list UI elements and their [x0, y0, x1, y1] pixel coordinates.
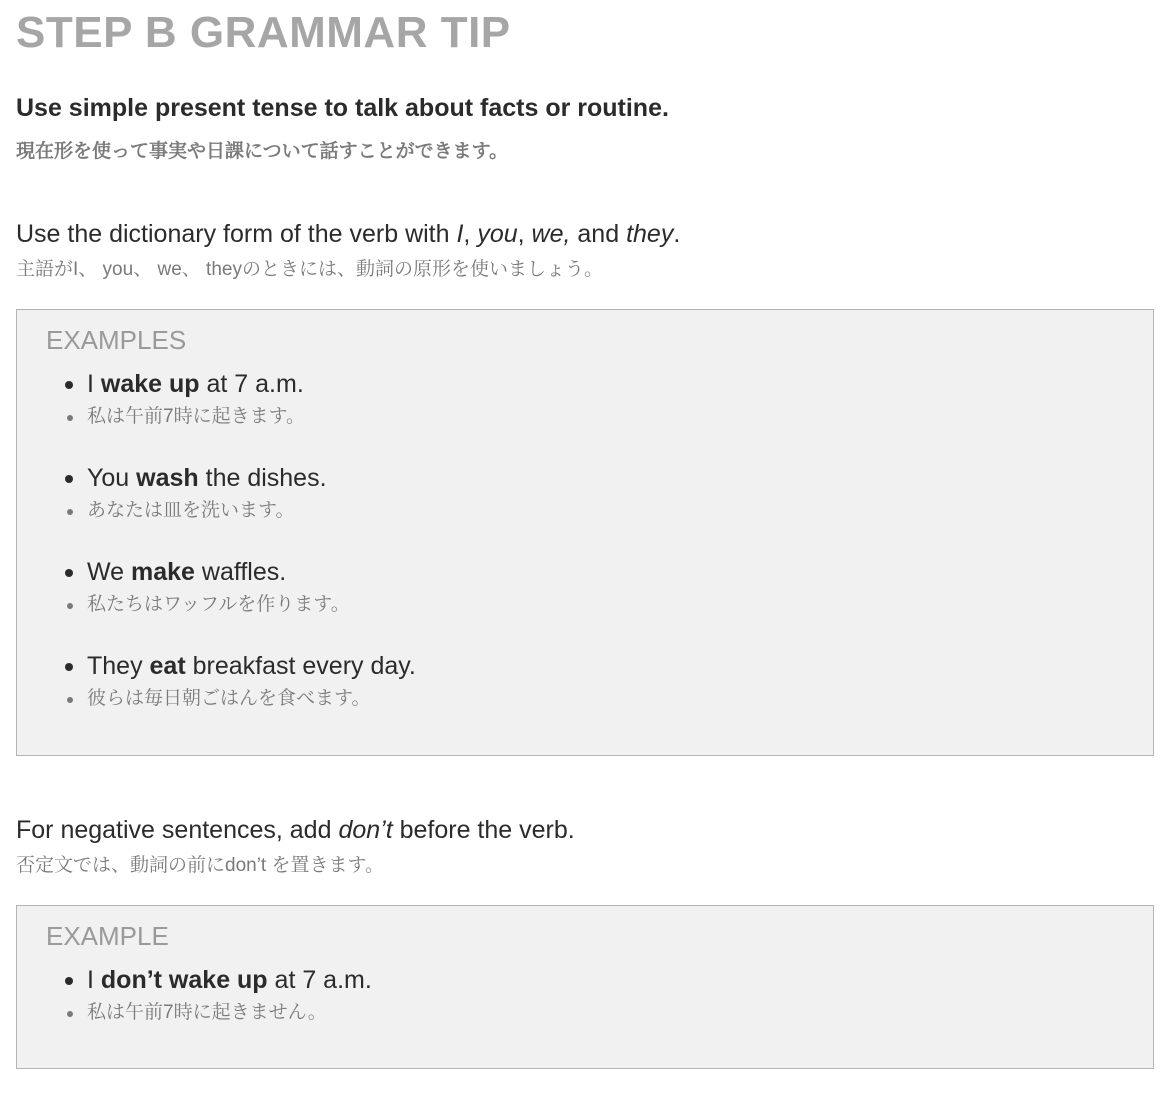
examples-label: EXAMPLES	[46, 325, 187, 355]
rule-dictionary-form	[16, 218, 680, 250]
example-translation: 私は午前7時に起きません。	[61, 998, 372, 1028]
example-verb: make	[131, 558, 195, 586]
lead-sentence-translation: 現在形を使って事実や日課について話すことができます。	[16, 141, 509, 162]
rule-dictionary-form-translation: 主語がI、 you、 we、 theyのときには、動詞の原形を使いましょう。	[16, 259, 603, 280]
rule-text: Use the dictionary form of the verb with	[16, 220, 457, 248]
example-list	[61, 964, 372, 1028]
example-verb: don’t wake up	[100, 966, 268, 994]
keyword-dont: don’t	[338, 816, 393, 844]
example-translation: 私は午前7時に起きます。	[61, 402, 416, 432]
example-sentence: I wake up at 7 a.m.	[61, 368, 416, 400]
examples-box	[16, 309, 1154, 756]
example-box	[16, 905, 1154, 1069]
lead-sentence: Use simple present tense to talk about facts or routine.	[16, 94, 669, 122]
separator: ,	[463, 220, 478, 248]
example-sentence: We make waffles.	[61, 556, 416, 588]
examples-list	[61, 368, 416, 714]
rule-text: before the verb.	[392, 816, 575, 844]
example-verb: eat	[149, 652, 186, 680]
conjunction: and	[570, 220, 627, 248]
pronoun-i: I	[456, 220, 464, 248]
example-label: EXAMPLE	[46, 921, 169, 951]
example-translation: 私たちはワッフルを作ります。	[61, 590, 416, 620]
rule-negative	[16, 814, 575, 846]
example-verb: wake up	[100, 370, 200, 398]
example-verb: wash	[136, 464, 199, 492]
period: .	[673, 220, 681, 248]
example-sentence: You wash the dishes.	[61, 462, 416, 494]
example-sentence: They eat breakfast every day.	[61, 650, 416, 682]
example-translation: 彼らは毎日朝ごはんを食べます。	[61, 684, 416, 714]
pronoun-we: we,	[531, 220, 571, 248]
rule-negative-translation: 否定文では、動詞の前にdon’t を置きます。	[16, 855, 384, 876]
pronoun-you: you	[477, 220, 518, 248]
page-title: STEP B GRAMMAR TIP	[16, 8, 511, 57]
pronoun-they: they	[626, 220, 674, 248]
example-sentence: I don’t wake up at 7 a.m.	[61, 964, 372, 996]
example-translation: あなたは皿を洗います。	[61, 496, 416, 526]
rule-text: For negative sentences, add	[16, 816, 339, 844]
separator: ,	[517, 220, 532, 248]
